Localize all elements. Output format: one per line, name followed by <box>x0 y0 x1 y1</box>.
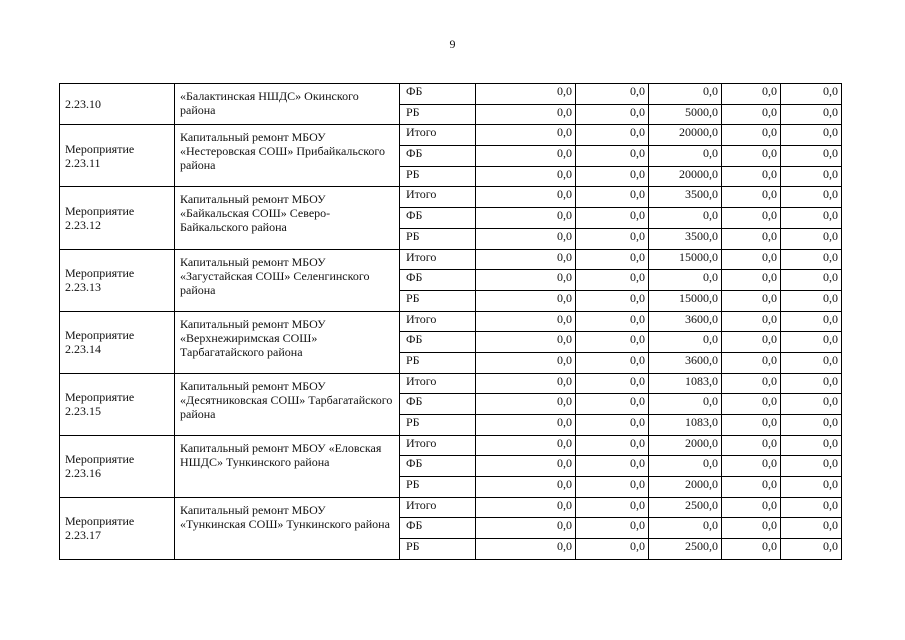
amount-cell: 0,0 <box>649 518 722 539</box>
amount-cell: 0,0 <box>781 373 842 394</box>
amount-cell: 0,0 <box>576 539 649 560</box>
funding-source-cell: ФБ <box>400 332 476 353</box>
amount-cell: 0,0 <box>576 518 649 539</box>
amount-cell: 0,0 <box>476 518 576 539</box>
funding-source-cell: РБ <box>400 104 476 125</box>
amount-cell: 0,0 <box>576 352 649 373</box>
amount-cell: 0,0 <box>781 125 842 146</box>
amount-cell: 0,0 <box>576 373 649 394</box>
amount-cell: 0,0 <box>781 104 842 125</box>
funding-source-cell: Итого <box>400 497 476 518</box>
amount-cell: 0,0 <box>476 415 576 436</box>
amount-cell: 0,0 <box>476 187 576 208</box>
amount-cell: 0,0 <box>576 477 649 498</box>
funding-source-cell: Итого <box>400 125 476 146</box>
amount-cell: 0,0 <box>722 394 781 415</box>
amount-cell: 0,0 <box>576 84 649 105</box>
amount-cell: 15000,0 <box>649 290 722 311</box>
amount-cell: 0,0 <box>722 435 781 456</box>
amount-cell: 0,0 <box>722 290 781 311</box>
description-cell: Капитальный ремонт МБОУ «Нестеровская СОШ» Прибайкальского района <box>175 125 400 187</box>
funding-source-cell: ФБ <box>400 146 476 167</box>
amount-cell: 0,0 <box>722 228 781 249</box>
amount-cell: 2500,0 <box>649 497 722 518</box>
amount-cell: 0,0 <box>781 84 842 105</box>
activity-cell: Мероприятие 2.23.12 <box>60 187 175 249</box>
amount-cell: 0,0 <box>576 270 649 291</box>
amount-cell: 0,0 <box>476 125 576 146</box>
amount-cell: 0,0 <box>576 394 649 415</box>
amount-cell: 0,0 <box>576 435 649 456</box>
amount-cell: 0,0 <box>722 477 781 498</box>
amount-cell: 0,0 <box>722 146 781 167</box>
funding-source-cell: ФБ <box>400 456 476 477</box>
amount-cell: 15000,0 <box>649 249 722 270</box>
amount-cell: 0,0 <box>649 394 722 415</box>
amount-cell: 1083,0 <box>649 415 722 436</box>
amount-cell: 0,0 <box>476 249 576 270</box>
funding-source-cell: РБ <box>400 166 476 187</box>
funding-source-cell: ФБ <box>400 84 476 105</box>
amount-cell: 3500,0 <box>649 228 722 249</box>
amount-cell: 0,0 <box>476 208 576 229</box>
amount-cell: 0,0 <box>476 311 576 332</box>
amount-cell: 0,0 <box>722 270 781 291</box>
page-number: 9 <box>449 37 456 51</box>
amount-cell: 0,0 <box>649 270 722 291</box>
amount-cell: 2000,0 <box>649 435 722 456</box>
description-cell: Капитальный ремонт МБОУ «Тункинская СОШ» Тункинского района <box>175 497 400 559</box>
amount-cell: 0,0 <box>781 187 842 208</box>
amount-cell: 0,0 <box>781 311 842 332</box>
table-row <box>60 187 842 208</box>
budget-table <box>59 83 842 560</box>
table-row <box>60 497 842 518</box>
amount-cell: 0,0 <box>476 104 576 125</box>
amount-cell: 0,0 <box>722 373 781 394</box>
amount-cell: 0,0 <box>576 456 649 477</box>
table-row <box>60 125 842 146</box>
amount-cell: 0,0 <box>781 228 842 249</box>
amount-cell: 0,0 <box>722 208 781 229</box>
description-cell: Капитальный ремонт МБОУ «Верхнежиримская СОШ» Тарбагатайского района <box>175 311 400 373</box>
amount-cell: 0,0 <box>476 84 576 105</box>
amount-cell: 0,0 <box>649 146 722 167</box>
amount-cell: 0,0 <box>781 166 842 187</box>
funding-source-cell: Итого <box>400 435 476 456</box>
amount-cell: 0,0 <box>722 125 781 146</box>
amount-cell: 0,0 <box>576 166 649 187</box>
funding-source-cell: Итого <box>400 187 476 208</box>
amount-cell: 0,0 <box>476 394 576 415</box>
description-cell: «Балактинская НШДС» Окинского района <box>175 84 400 125</box>
funding-source-cell: РБ <box>400 539 476 560</box>
amount-cell: 0,0 <box>722 497 781 518</box>
activity-cell: Мероприятие 2.23.15 <box>60 373 175 435</box>
amount-cell: 5000,0 <box>649 104 722 125</box>
amount-cell: 0,0 <box>476 435 576 456</box>
amount-cell: 0,0 <box>576 125 649 146</box>
amount-cell: 0,0 <box>781 415 842 436</box>
amount-cell: 0,0 <box>722 249 781 270</box>
amount-cell: 0,0 <box>576 497 649 518</box>
amount-cell: 0,0 <box>576 415 649 436</box>
amount-cell: 0,0 <box>781 518 842 539</box>
amount-cell: 0,0 <box>576 104 649 125</box>
amount-cell: 0,0 <box>722 166 781 187</box>
amount-cell: 0,0 <box>576 249 649 270</box>
amount-cell: 0,0 <box>576 311 649 332</box>
table-row <box>60 249 842 270</box>
description-cell: Капитальный ремонт МБОУ «Байкальская СОШ» Северо-Байкальского района <box>175 187 400 249</box>
amount-cell: 0,0 <box>781 456 842 477</box>
funding-source-cell: РБ <box>400 228 476 249</box>
amount-cell: 0,0 <box>781 539 842 560</box>
funding-source-cell: ФБ <box>400 270 476 291</box>
amount-cell: 0,0 <box>781 332 842 353</box>
amount-cell: 0,0 <box>476 352 576 373</box>
activity-cell: Мероприятие 2.23.13 <box>60 249 175 311</box>
table-row <box>60 373 842 394</box>
funding-source-cell: РБ <box>400 477 476 498</box>
amount-cell: 20000,0 <box>649 166 722 187</box>
amount-cell: 0,0 <box>576 187 649 208</box>
activity-cell: Мероприятие 2.23.14 <box>60 311 175 373</box>
amount-cell: 3600,0 <box>649 311 722 332</box>
amount-cell: 0,0 <box>722 456 781 477</box>
funding-source-cell: ФБ <box>400 394 476 415</box>
amount-cell: 0,0 <box>576 228 649 249</box>
amount-cell: 0,0 <box>476 270 576 291</box>
amount-cell: 3600,0 <box>649 352 722 373</box>
amount-cell: 0,0 <box>476 332 576 353</box>
amount-cell: 3500,0 <box>649 187 722 208</box>
amount-cell: 0,0 <box>476 228 576 249</box>
amount-cell: 0,0 <box>722 415 781 436</box>
amount-cell: 0,0 <box>722 84 781 105</box>
funding-source-cell: РБ <box>400 290 476 311</box>
amount-cell: 0,0 <box>781 477 842 498</box>
amount-cell: 0,0 <box>476 497 576 518</box>
amount-cell: 0,0 <box>781 394 842 415</box>
amount-cell: 2000,0 <box>649 477 722 498</box>
amount-cell: 1083,0 <box>649 373 722 394</box>
amount-cell: 0,0 <box>722 352 781 373</box>
table-row <box>60 435 842 456</box>
amount-cell: 0,0 <box>722 104 781 125</box>
activity-cell: 2.23.10 <box>60 84 175 125</box>
funding-source-cell: Итого <box>400 249 476 270</box>
amount-cell: 0,0 <box>781 270 842 291</box>
amount-cell: 0,0 <box>781 290 842 311</box>
amount-cell: 0,0 <box>722 539 781 560</box>
amount-cell: 0,0 <box>476 146 576 167</box>
funding-source-cell: Итого <box>400 311 476 332</box>
amount-cell: 0,0 <box>781 435 842 456</box>
table-row <box>60 311 842 332</box>
funding-source-cell: РБ <box>400 415 476 436</box>
funding-source-cell: ФБ <box>400 208 476 229</box>
amount-cell: 20000,0 <box>649 125 722 146</box>
description-cell: Капитальный ремонт МБОУ «Еловская НШДС» Тункинского района <box>175 435 400 497</box>
amount-cell: 0,0 <box>781 208 842 229</box>
amount-cell: 0,0 <box>649 332 722 353</box>
amount-cell: 0,0 <box>649 208 722 229</box>
amount-cell: 0,0 <box>576 332 649 353</box>
amount-cell: 0,0 <box>476 373 576 394</box>
amount-cell: 0,0 <box>781 352 842 373</box>
amount-cell: 0,0 <box>781 497 842 518</box>
amount-cell: 0,0 <box>649 456 722 477</box>
amount-cell: 0,0 <box>476 166 576 187</box>
amount-cell: 0,0 <box>722 332 781 353</box>
funding-source-cell: Итого <box>400 373 476 394</box>
amount-cell: 0,0 <box>781 146 842 167</box>
table-row <box>60 84 842 105</box>
activity-cell: Мероприятие 2.23.11 <box>60 125 175 187</box>
amount-cell: 0,0 <box>722 518 781 539</box>
funding-source-cell: РБ <box>400 352 476 373</box>
activity-cell: Мероприятие 2.23.16 <box>60 435 175 497</box>
amount-cell: 0,0 <box>576 146 649 167</box>
description-cell: Капитальный ремонт МБОУ «Загустайская СОШ» Селенгинского района <box>175 249 400 311</box>
amount-cell: 0,0 <box>476 456 576 477</box>
amount-cell: 0,0 <box>476 477 576 498</box>
amount-cell: 0,0 <box>649 84 722 105</box>
funding-source-cell: ФБ <box>400 518 476 539</box>
amount-cell: 0,0 <box>576 208 649 229</box>
amount-cell: 0,0 <box>476 539 576 560</box>
amount-cell: 0,0 <box>476 290 576 311</box>
description-cell: Капитальный ремонт МБОУ «Десятниковская СОШ» Тарбагатайского района <box>175 373 400 435</box>
amount-cell: 0,0 <box>722 311 781 332</box>
amount-cell: 0,0 <box>722 187 781 208</box>
amount-cell: 0,0 <box>576 290 649 311</box>
amount-cell: 0,0 <box>781 249 842 270</box>
amount-cell: 2500,0 <box>649 539 722 560</box>
activity-cell: Мероприятие 2.23.17 <box>60 497 175 559</box>
table-body <box>60 84 842 560</box>
